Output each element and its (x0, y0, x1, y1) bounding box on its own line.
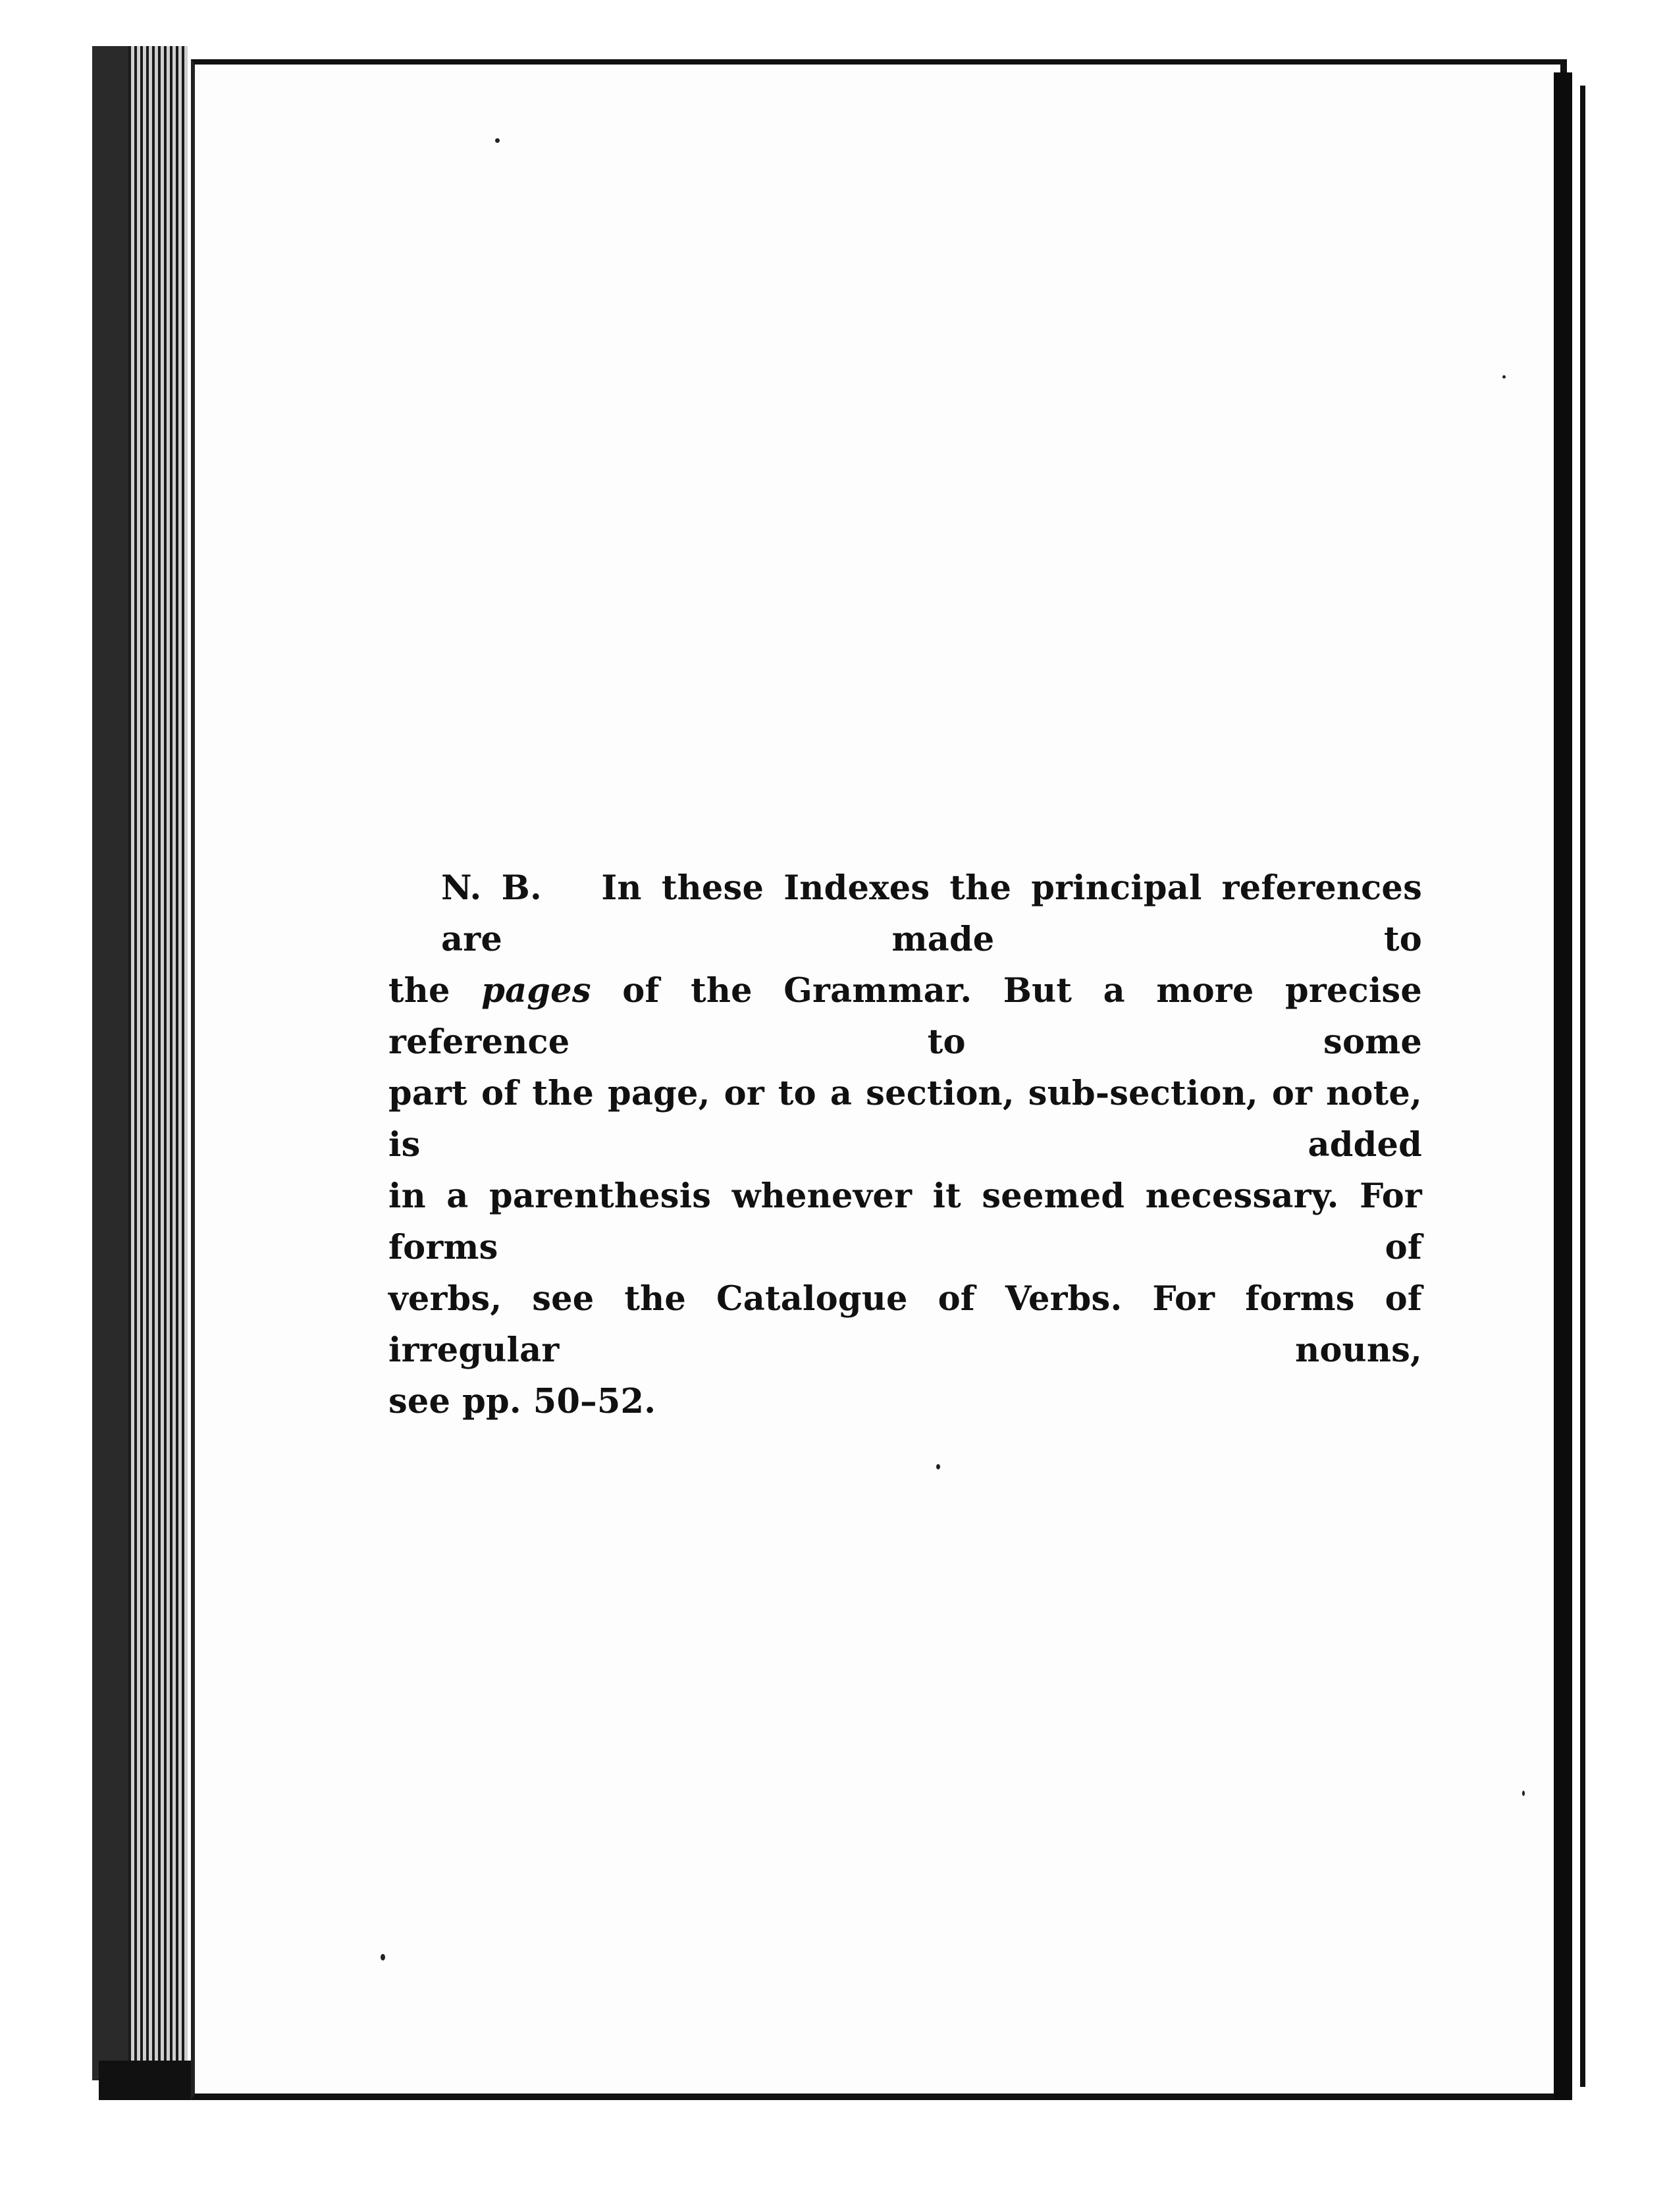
italic-word: pages (481, 971, 591, 1011)
nota-bene-paragraph (388, 862, 1422, 1427)
note-line-5: verbs, see the Catalogue of Verbs. For forms of irregular nouns, (388, 1279, 1422, 1370)
note-line-2: the pages of the Grammar. But a more precise reference to some (388, 971, 1422, 1062)
book-edge-bottom (99, 2061, 191, 2100)
scan-speck (495, 138, 500, 143)
note-line-3: part of the page, or to a section, sub-section, or note, is added (388, 1074, 1422, 1165)
note-line-4: in a parenthesis whenever it seemed necessary. For forms of (388, 1176, 1422, 1267)
note-line-6: see pp. 50–52. (388, 1382, 656, 1421)
scan-speck (1522, 1791, 1525, 1796)
scan-speck (381, 1954, 385, 1961)
scan-speck (936, 1464, 940, 1469)
facing-page-edge (1580, 86, 1667, 2087)
scan-speck (1502, 375, 1506, 379)
note-line-1: N. B. In these Indexes the principal references are made to (441, 868, 1422, 959)
note-label: N. B. (441, 868, 542, 908)
book-page-edges (128, 46, 188, 2100)
page-gutter-right (1554, 72, 1572, 2100)
